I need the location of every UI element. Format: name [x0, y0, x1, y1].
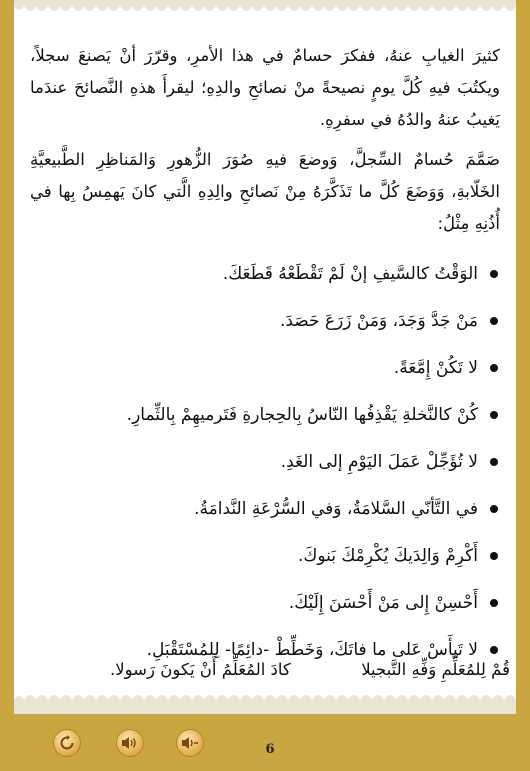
speaker-plus-icon [121, 736, 139, 750]
replay-button[interactable] [53, 729, 81, 757]
saying-text: أَكْرِمْ وَالِدَيكَ يُكْرِمْكَ بَنوكَ. [297, 545, 478, 566]
saying-text: لا تُؤَجِّلْ عَمَلَ اليَوْمِ إلى الغَدِ. [280, 451, 478, 472]
audio-play-button-1[interactable] [116, 729, 144, 757]
list-item [30, 579, 500, 626]
list-item [30, 532, 500, 579]
list-item [30, 250, 500, 297]
saying-text: لا تَيأَسْ عَلى ما فاتَكَ، وَخَطِّطْ -دائِمًا- لِلمُسْتَقْبَلِ. [146, 639, 478, 660]
bullet-icon [490, 411, 498, 419]
top-decorative-border [14, 0, 516, 22]
bullet-icon [490, 646, 498, 654]
bullet-icon [490, 505, 498, 513]
bullet-icon [490, 364, 498, 372]
intro-paragraph-2: صَمَّمَ حُسامٌ السِّجلَّ، وَوضعَ فيهِ صُوَرَ الزُّهورِ وَالمَناظِرِ الطَّبيعيَّةِ الخَلّابةِ، وَوَضَعَ كُلَّ ما تَذَكَّرَهُ مِنْ نَصائحِ والِدِهِ الَّتي كانَ يَهمِسُ بِها في أُذُنِهِ مِثْلُ: [30, 150, 500, 233]
poem-second-hemistich: كادَ المُعَلِّمُ أَنْ يَكونَ رَسولا. [110, 660, 291, 679]
bullet-icon [490, 270, 498, 278]
poem-first-hemistich: قُمْ لِلمُعَلِّمِ وَفِّهِ التَّبجيلا [361, 660, 510, 679]
bullet-icon [490, 458, 498, 466]
lesson-text [30, 40, 500, 673]
sayings-list [30, 250, 500, 673]
saying-text: الوَقْتُ كالسَّيفِ إنْ لَمْ تَقْطَعْهُ قَطَعَكَ. [222, 263, 478, 284]
audio-play-button-2[interactable] [176, 729, 204, 757]
saying-text: مَنْ جَدَّ وَجَدَ، وَمَنْ زَرَعَ حَصَدَ. [279, 310, 478, 331]
saying-text: لا تَكُنْ إِمَّعَةً. [393, 357, 478, 378]
list-item [30, 438, 500, 485]
saying-text: كُنْ كالنَّخلةِ يَقْذِفُها النّاسُ بِالحِجارةِ فَتَرميهِمْ بِالثِّمارِ. [126, 404, 478, 425]
bullet-icon [490, 552, 498, 560]
saying-text: في التَّأنّي السَّلامَةُ، وَفي السُّرْعَةِ النَّدامَةُ. [194, 498, 478, 519]
saying-text: أَحْسِنْ إِلى مَنْ أَحْسَنَ إِلَيْكَ. [288, 592, 478, 613]
bullet-icon [490, 317, 498, 325]
intro-paragraph-1: كثيرَ الغيابِ عنهُ، ففكرَ حسامٌ في هذا الأمرِ، وقرّرَ أنْ يَصنعَ سجلاً، ويكتُبَ فيهِ كُلَّ يومٍ نصيحةً منْ نصائحِ والدِهِ؛ ليقرأَ هذهِ النَّصائحَ عندَما يَغيبُ عنهُ والدُهُ في سفرِهِ. [30, 46, 500, 129]
speaker-minus-icon [181, 736, 199, 750]
replay-icon [59, 735, 75, 751]
list-item [30, 391, 500, 438]
list-item [30, 297, 500, 344]
bullet-icon [490, 599, 498, 607]
page-number: 6 [265, 742, 275, 757]
list-item [30, 485, 500, 532]
poem-verse [110, 660, 510, 690]
bottom-decorative-border [14, 688, 516, 714]
list-item [30, 344, 500, 391]
